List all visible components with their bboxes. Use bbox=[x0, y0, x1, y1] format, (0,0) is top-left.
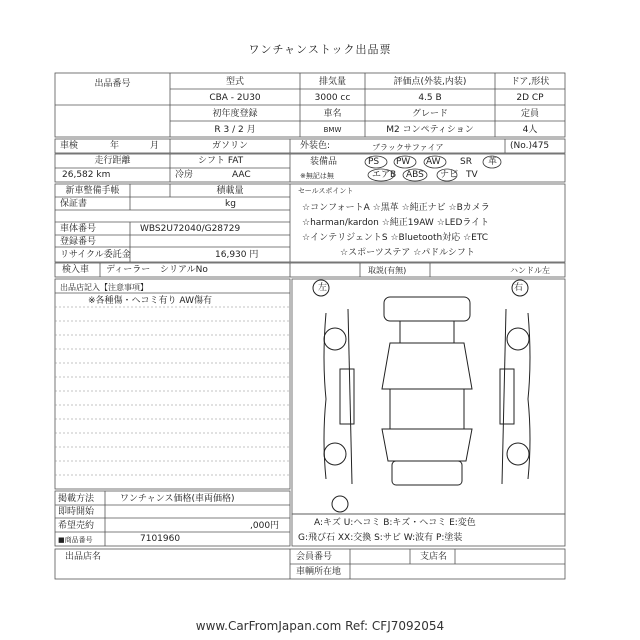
warranty-label: 保証書 bbox=[60, 199, 88, 209]
equipment-tv: TV bbox=[466, 170, 478, 180]
vin-value: WBS2U72040/G28729 bbox=[140, 224, 241, 234]
color-number: (No.)475 bbox=[510, 141, 550, 151]
mileage-value: 26,582 km bbox=[62, 170, 111, 180]
notes-label: 出品店記入【注意事項】 bbox=[60, 283, 148, 292]
sales-point-line: ☆インテリジェントS ☆Bluetooth対応 ☆ETC bbox=[302, 233, 489, 243]
equipment-abs: ABS bbox=[406, 170, 424, 180]
displacement-label: 排気量 bbox=[318, 77, 346, 87]
manual-label: 取説(有無) bbox=[368, 266, 407, 275]
handle-value: ハンドル左 bbox=[510, 266, 550, 275]
doors-label: ドア,形状 bbox=[510, 77, 550, 87]
capacity-value: 4人 bbox=[522, 125, 538, 135]
circle-airbag bbox=[368, 169, 397, 181]
sell-label: 希望売約 bbox=[58, 521, 95, 531]
grade-eval-label: 評価点(外装,内装) bbox=[393, 77, 467, 87]
warranty-book-label: 新車整備手帳 bbox=[65, 186, 120, 196]
vin-label: 車体番号 bbox=[60, 224, 97, 234]
equipment-airbag: エアB bbox=[372, 170, 397, 180]
footer-reference: www.CarFromJapan.com Ref: CFJ7092054 bbox=[195, 619, 445, 633]
diagram-left-label: 左 bbox=[318, 283, 328, 293]
inspection-year: 年 bbox=[110, 141, 120, 151]
fuel-value: ガソリン bbox=[211, 141, 248, 151]
first-reg-value: R 3 / 2 月 bbox=[214, 125, 256, 135]
branch-label: 支店名 bbox=[420, 552, 448, 562]
legend-row: A:キズ U:ヘコミ B:キズ・ヘコミ E:変色 bbox=[314, 518, 476, 528]
equipment-sr: SR bbox=[460, 157, 472, 167]
sales-point-line: ☆スポーツステア ☆パドルシフト bbox=[340, 248, 475, 258]
registration-label: 登録番号 bbox=[60, 237, 97, 247]
vehicle-location-label: 車輌所在地 bbox=[296, 567, 342, 577]
dealer-value: ディーラー bbox=[106, 265, 151, 275]
lot-label: 出品番号 bbox=[94, 79, 131, 89]
equipment-aw: AW bbox=[426, 157, 441, 167]
serial-value: シリアルNo bbox=[160, 265, 208, 275]
circle-pw bbox=[394, 156, 416, 168]
inspection-month: 月 bbox=[150, 141, 160, 151]
displacement-value: 3000 cc bbox=[314, 93, 351, 103]
car-diagram bbox=[292, 279, 565, 514]
circle-abs bbox=[403, 169, 427, 181]
circle-leather bbox=[483, 156, 501, 168]
car-name-label: 車名 bbox=[323, 109, 342, 119]
recycle-value: 16,930 円 bbox=[215, 250, 259, 260]
shift-label: シフト FAT bbox=[198, 156, 244, 166]
sheet-title: ワンチャンストック出品票 bbox=[248, 43, 392, 56]
ac-label: 冷房 bbox=[175, 170, 194, 180]
equipment-ps: PS bbox=[368, 157, 380, 167]
sales-point-line: ☆harman/kardon ☆純正19AW ☆LEDライト bbox=[302, 218, 490, 228]
method-label: 掲載方法 bbox=[58, 494, 95, 504]
grade-eval-value: 4.5 B bbox=[418, 93, 442, 103]
grade-label: グレード bbox=[411, 109, 448, 119]
model-value: CBA - 2U30 bbox=[209, 93, 261, 103]
sales-point-line: ☆コンフォートA ☆黒革 ☆純正ナビ ☆Bカメラ bbox=[302, 203, 490, 213]
sales-points-label: セールスポイント bbox=[298, 187, 354, 195]
load-unit: kg bbox=[225, 199, 236, 209]
first-reg-label: 初年度登録 bbox=[212, 109, 258, 119]
inspection-label: 車検 bbox=[60, 141, 79, 151]
circle-ps bbox=[365, 156, 387, 168]
member-number-label: 会員番号 bbox=[296, 552, 333, 562]
sell-value: ,000円 bbox=[250, 521, 280, 531]
load-label: 積載量 bbox=[216, 186, 244, 196]
instant-start-label: 即時開始 bbox=[58, 507, 95, 517]
legend-row: G:飛び石 XX:交換 S:サビ W:波有 P:塗装 bbox=[298, 533, 463, 543]
shop-name-label: 出品店名 bbox=[65, 552, 102, 562]
circle-navi bbox=[437, 169, 457, 181]
capacity-label: 定員 bbox=[520, 109, 539, 119]
model-label: 型式 bbox=[225, 77, 244, 87]
recycle-label: リサイクル委託金 bbox=[60, 250, 131, 260]
storage-label: ■商品番号 bbox=[58, 536, 93, 544]
exterior-label: 外装色: bbox=[300, 141, 331, 151]
exterior-value: ブラックサファイア bbox=[372, 143, 444, 152]
doors-value: 2D CP bbox=[516, 93, 544, 103]
equipment-pw: PW bbox=[396, 157, 411, 167]
mileage-label: 走行距離 bbox=[94, 156, 131, 166]
grade-value: M2 コンペティション bbox=[386, 125, 474, 135]
storage-value: 7101960 bbox=[140, 534, 181, 544]
circle-aw bbox=[424, 156, 446, 168]
method-value: ワンチャンス価格(車両価格) bbox=[120, 494, 235, 504]
ac-value: AAC bbox=[232, 170, 251, 180]
equipment-label: 装備品 bbox=[310, 157, 338, 167]
diagram-right-label: 右 bbox=[514, 283, 524, 293]
notes-line: ※各種傷・ヘコミ有り AW傷有 bbox=[88, 296, 212, 306]
equipment-navi: ナビ bbox=[440, 170, 459, 180]
equipment-leather: 革 bbox=[488, 157, 498, 167]
inspector-label: 検入車 bbox=[62, 265, 90, 275]
car-name-value: BMW bbox=[323, 126, 342, 134]
equipment-note: ※無記は無 bbox=[300, 172, 334, 180]
